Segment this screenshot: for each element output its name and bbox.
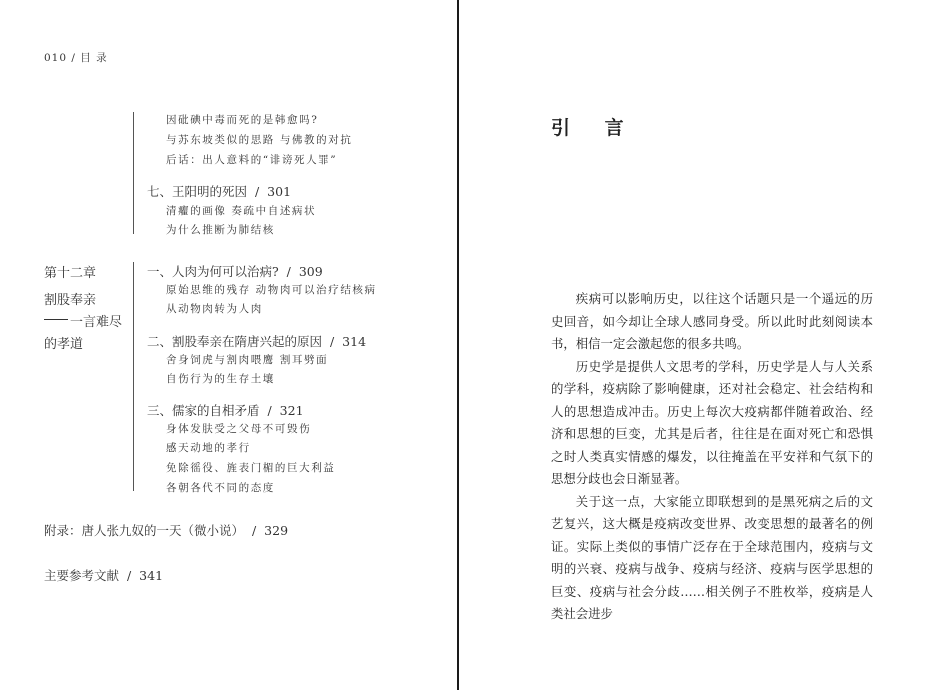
toc-vertical-rule <box>133 262 134 491</box>
toc-subitem: 从动物肉转为人肉 <box>166 303 263 315</box>
toc-page-number: 329 <box>264 523 289 538</box>
toc-subitem: 与苏东坡类似的思路 与佛教的对抗 <box>166 134 353 146</box>
running-header: 010 / 目 录 <box>44 52 108 64</box>
chapter-heading: 引 言 <box>551 117 638 139</box>
toc-subitem: 原始思维的残存 动物肉可以治疗结核病 <box>166 284 377 296</box>
toc-section[interactable]: 三、儒家的自相矛盾 / 321 <box>147 403 304 418</box>
toc-vertical-rule <box>133 112 134 234</box>
chapter-title: 的孝道 <box>44 337 84 352</box>
toc-subitem: 免除徭役、旌表门楣的巨大利益 <box>166 462 336 474</box>
toc-subitem: 各朝各代不同的态度 <box>166 482 275 494</box>
toc-section[interactable]: 二、割股奉亲在隋唐兴起的原因 / 314 <box>147 334 367 349</box>
body-text <box>551 288 873 626</box>
toc-subitem: 后话：出人意料的“诽谤死人罪” <box>166 154 338 166</box>
toc-page-number: 309 <box>298 264 323 279</box>
toc-subitem: 身体发肤受之父母不可毁伤 <box>166 423 312 435</box>
toc-page-number: 341 <box>139 568 164 583</box>
paragraph: 关于这一点，大家能立即联想到的是黑死病之后的文艺复兴，这大概是疫病改变世界、改变思想的最著名的例证。实际上类似的事情广泛存在于全球范围内，疫病与文明的兴衰、疫病与战争、疫病与经济、疫病与医学思想的巨变、疫病与社会分歧……相关例子不胜枚举，疫病是人类社会进步 <box>551 493 873 621</box>
chapter-label: 第十二章 <box>44 266 97 281</box>
toc-section[interactable]: 一、人肉为何可以治病? / 309 <box>147 264 323 279</box>
toc-appendix[interactable]: 附录：唐人张九奴的一天（微小说） / 329 <box>44 523 289 538</box>
paragraph: 疾病可以影响历史，以往这个话题只是一个遥远的历史回音，如今却让全球人感同身受。所以此时此刻阅读本书，相信一定会激起您的很多共鸣。 <box>551 291 873 351</box>
toc-subitem: 舍身饲虎与割肉喂鹰 割耳劈面 <box>166 354 329 366</box>
section-name: 目 录 <box>80 52 108 64</box>
page-number: 010 <box>44 52 68 64</box>
toc-subitem: 自伤行为的生存土壤 <box>166 373 275 385</box>
toc-page-number: 321 <box>279 403 304 418</box>
book-spine <box>457 0 459 690</box>
toc-subitem: 感天动地的孝行 <box>166 442 251 454</box>
toc-page-number: 301 <box>267 184 292 199</box>
toc-subitem: 为什么推断为肺结核 <box>166 224 275 236</box>
toc-page-number: 314 <box>342 334 367 349</box>
chapter-title-dash <box>44 319 68 320</box>
toc-subitem: 清癯的画像 奏疏中自述病状 <box>166 205 317 217</box>
toc-subitem: 因砒碘中毒而死的是韩愈吗? <box>166 114 319 126</box>
toc-section[interactable]: 七、王阳明的死因 / 301 <box>147 184 292 199</box>
paragraph: 历史学是提供人文思考的学科，历史学是人与人关系的学科，疫病除了影响健康，还对社会稳定、社会结构和人的思想造成冲击。历史上每次大疫病都伴随着政治、经济和思想的巨变，尤其是后者，往往是在面对死亡和恐惧之时人类真实情感的爆发，以往掩盖在平安祥和气氛下的思想分歧也会日渐显著。 <box>551 358 873 486</box>
toc-references[interactable]: 主要参考文献 / 341 <box>44 568 164 583</box>
chapter-title: 割股奉亲 <box>44 293 97 308</box>
chapter-title: 一言难尽 <box>70 315 123 330</box>
